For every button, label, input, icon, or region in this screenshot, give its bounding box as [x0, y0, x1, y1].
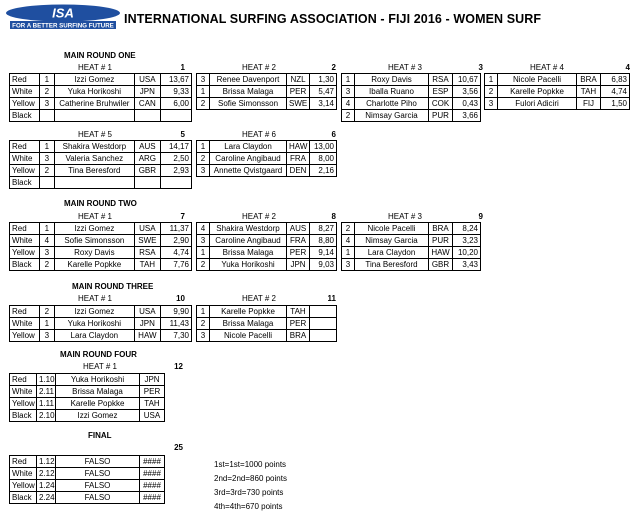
- surfer-name: Izzi Gomez: [56, 410, 140, 422]
- country: JPN: [135, 86, 161, 98]
- score: 9,90: [160, 306, 191, 318]
- country: ARG: [135, 153, 161, 165]
- table-row: [485, 86, 630, 98]
- table-row: [10, 480, 165, 492]
- surfer-name: Yuka Horikoshi: [210, 259, 287, 271]
- score: 3,43: [453, 259, 481, 271]
- isa-logo: [4, 4, 122, 30]
- points-legend-item: 2nd=2nd=860 points: [214, 474, 287, 483]
- table-row: [10, 165, 192, 177]
- country: PER: [287, 247, 310, 259]
- surfer-name: Valeria Sanchez: [54, 153, 134, 165]
- seed: 2: [485, 86, 498, 98]
- heat-title: HEAT # 2: [242, 212, 276, 221]
- score: 3,66: [453, 110, 481, 122]
- table-row: [10, 410, 165, 422]
- surfer-name: Nimsay Garcia: [355, 110, 429, 122]
- round-label-final: FINAL: [88, 431, 112, 440]
- country: BRA: [429, 223, 453, 235]
- seed: 4: [342, 98, 355, 110]
- country: PER: [140, 386, 165, 398]
- jersey-color: Yellow: [10, 330, 40, 342]
- seed: 1.11: [37, 398, 56, 410]
- table-row: [197, 330, 337, 342]
- surfer-name: Lara Claydon: [210, 141, 287, 153]
- table-row: [10, 110, 192, 122]
- seed: 2.24: [37, 492, 56, 504]
- table-row: [10, 456, 165, 468]
- seed: 1: [342, 74, 355, 86]
- country: FIJ: [577, 98, 601, 110]
- table-row: [10, 259, 192, 271]
- heat-table-r1-h2: [196, 73, 337, 110]
- seed: 2: [342, 110, 355, 122]
- country: PUR: [429, 110, 453, 122]
- heat-table-r1-h4: [484, 73, 630, 110]
- surfer-name: Iballa Ruano: [355, 86, 429, 98]
- table-row: [342, 259, 481, 271]
- country: USA: [140, 410, 165, 422]
- table-row: [10, 330, 192, 342]
- seed: 1: [40, 318, 55, 330]
- seed: 3: [342, 86, 355, 98]
- table-row: [10, 374, 165, 386]
- heat-table-r3-h1: [9, 305, 192, 342]
- round-label-three: MAIN ROUND THREE: [72, 282, 154, 291]
- country: ####: [140, 456, 165, 468]
- heat-title: HEAT # 2: [242, 294, 276, 303]
- seed: 1: [40, 141, 55, 153]
- heat-title: HEAT # 3: [388, 63, 422, 72]
- seed: 1: [40, 74, 55, 86]
- score: 13,67: [160, 74, 191, 86]
- heat-title: HEAT # 1: [78, 294, 112, 303]
- heat-title: HEAT # 3: [388, 212, 422, 221]
- points-legend-item: 3rd=3rd=730 points: [214, 488, 284, 497]
- jersey-color: Red: [10, 141, 40, 153]
- table-row: [342, 86, 481, 98]
- surfer-name: Brissa Malaga: [56, 386, 140, 398]
- surfer-name: Shakira Westdorp: [210, 223, 287, 235]
- heat-table-r1-h1: [9, 73, 192, 122]
- table-row: [197, 74, 337, 86]
- score: 5,47: [310, 86, 337, 98]
- table-row: [10, 235, 192, 247]
- score: [310, 330, 337, 342]
- country: GBR: [429, 259, 453, 271]
- table-row: [197, 165, 337, 177]
- seed: 2.10: [37, 410, 56, 422]
- seed: 1.24: [37, 480, 56, 492]
- score: 9,14: [310, 247, 337, 259]
- seed: 2: [40, 165, 55, 177]
- heat-number: 4: [625, 63, 630, 72]
- seed: 1.10: [37, 374, 56, 386]
- table-row: [197, 223, 337, 235]
- surfer-name: Charlotte Piho: [355, 98, 429, 110]
- logo-tagline: FOR A BETTER SURFING FUTURE: [12, 22, 114, 30]
- score: 0,43: [453, 98, 481, 110]
- score: 3,56: [453, 86, 481, 98]
- surfer-name: Izzi Gomez: [54, 223, 134, 235]
- heat-number: 11: [327, 294, 336, 303]
- seed: 1: [197, 141, 210, 153]
- surfer-name: Izzi Gomez: [54, 74, 134, 86]
- table-row: [342, 247, 481, 259]
- surfer-name: Izzi Gomez: [54, 306, 134, 318]
- heat-title: HEAT # 6: [242, 130, 276, 139]
- table-row: [197, 98, 337, 110]
- jersey-color: Red: [10, 74, 40, 86]
- jersey-color: White: [10, 235, 40, 247]
- surfer-name: Sofie Simonsson: [210, 98, 287, 110]
- score: 8,80: [310, 235, 337, 247]
- logo-text: ISA: [52, 5, 74, 21]
- seed: 1.12: [37, 456, 56, 468]
- country: ESP: [429, 86, 453, 98]
- heat-table-r4-h1: [9, 373, 165, 422]
- seed: 2: [40, 86, 55, 98]
- score: 2,93: [160, 165, 191, 177]
- country: NZL: [287, 74, 310, 86]
- table-row: [10, 492, 165, 504]
- surfer-name: FALSO: [56, 468, 140, 480]
- table-row: [10, 141, 192, 153]
- table-row: [197, 141, 337, 153]
- score: 8,00: [310, 153, 337, 165]
- round-label-one: MAIN ROUND ONE: [64, 51, 136, 60]
- seed: 3: [197, 330, 210, 342]
- table-row: [342, 74, 481, 86]
- table-row: [197, 259, 337, 271]
- seed: 1: [197, 306, 210, 318]
- country: RSA: [135, 247, 161, 259]
- seed: 2: [40, 306, 55, 318]
- table-row: [10, 247, 192, 259]
- jersey-color: Yellow: [10, 398, 37, 410]
- surfer-name: Caroline Angibaud: [210, 235, 287, 247]
- table-row: [197, 86, 337, 98]
- surfer-name: Sofie Simonsson: [54, 235, 134, 247]
- country: FRA: [287, 235, 310, 247]
- score: 3,14: [310, 98, 337, 110]
- surfer-name: Karelle Popkke: [56, 398, 140, 410]
- seed: 2.11: [37, 386, 56, 398]
- surfer-name: FALSO: [56, 492, 140, 504]
- country: HAW: [135, 330, 161, 342]
- seed: 1: [485, 74, 498, 86]
- country: HAW: [287, 141, 310, 153]
- country: COK: [429, 98, 453, 110]
- seed: 1: [197, 247, 210, 259]
- jersey-color: Black: [10, 410, 37, 422]
- heat-title: HEAT # 5: [78, 130, 112, 139]
- score: 6,83: [601, 74, 630, 86]
- table-row: [197, 153, 337, 165]
- score: 11,43: [160, 318, 191, 330]
- surfer-name: Shakira Westdorp: [54, 141, 134, 153]
- score: 4,74: [160, 247, 191, 259]
- score: 14,17: [160, 141, 191, 153]
- country: AUS: [135, 141, 161, 153]
- score: [310, 306, 337, 318]
- surfer-name: Yuka Horikoshi: [56, 374, 140, 386]
- surfer-name: Tina Beresford: [54, 165, 134, 177]
- country: ####: [140, 480, 165, 492]
- score: 4,74: [601, 86, 630, 98]
- country: PER: [287, 86, 310, 98]
- surfer-name: FALSO: [56, 480, 140, 492]
- jersey-color: White: [10, 86, 40, 98]
- score: 10,20: [453, 247, 481, 259]
- heat-number: 1: [180, 63, 185, 72]
- points-legend-item: 4th=4th=670 points: [214, 502, 283, 511]
- jersey-color: Yellow: [10, 480, 37, 492]
- table-row: [197, 306, 337, 318]
- country: PER: [287, 318, 310, 330]
- heat-title: HEAT # 4: [530, 63, 564, 72]
- seed: 3: [40, 330, 55, 342]
- table-row: [10, 398, 165, 410]
- heat-title: HEAT # 1: [78, 212, 112, 221]
- score: 3,23: [453, 235, 481, 247]
- table-row: [10, 153, 192, 165]
- seed: 2: [197, 98, 210, 110]
- jersey-color: Red: [10, 456, 37, 468]
- country: ####: [140, 468, 165, 480]
- country: RSA: [429, 74, 453, 86]
- table-row: [10, 74, 192, 86]
- score: 8,24: [453, 223, 481, 235]
- seed: 2: [197, 318, 210, 330]
- surfer-name: Brissa Malaga: [210, 318, 287, 330]
- country: USA: [135, 74, 161, 86]
- heat-number: 9: [478, 212, 483, 221]
- score: 6,00: [160, 98, 191, 110]
- score: 2,16: [310, 165, 337, 177]
- surfer-name: Nicole Pacelli: [498, 74, 577, 86]
- seed: 3: [342, 259, 355, 271]
- surfer-name: Brissa Malaga: [210, 247, 287, 259]
- jersey-color: Red: [10, 306, 40, 318]
- points-legend-item: 1st=1st=1000 points: [214, 460, 287, 469]
- seed: 1: [40, 223, 55, 235]
- table-row: [485, 74, 630, 86]
- country: FRA: [287, 153, 310, 165]
- seed: 3: [197, 165, 210, 177]
- heat-number: 5: [180, 130, 185, 139]
- heat-number: 12: [174, 362, 183, 371]
- score: 11,37: [160, 223, 191, 235]
- surfer-name: Lara Claydon: [355, 247, 429, 259]
- score: 2,90: [160, 235, 191, 247]
- surfer-name: Annette Qvistgaard: [210, 165, 287, 177]
- heat-number: 6: [331, 130, 336, 139]
- surfer-name: Karelle Popkke: [54, 259, 134, 271]
- heat-table-r1-h5: [9, 140, 192, 189]
- table-row: [10, 468, 165, 480]
- table-row: [342, 235, 481, 247]
- score: 8,27: [310, 223, 337, 235]
- score: 1,30: [310, 74, 337, 86]
- country: AUS: [287, 223, 310, 235]
- jersey-color: Black: [10, 259, 40, 271]
- table-row: [10, 86, 192, 98]
- surfer-name: Lara Claydon: [54, 330, 134, 342]
- country: USA: [135, 306, 161, 318]
- jersey-color: Red: [10, 374, 37, 386]
- seed: 2.12: [37, 468, 56, 480]
- surfer-name: Yuka Horikoshi: [54, 318, 134, 330]
- heat-title: HEAT # 1: [78, 63, 112, 72]
- seed: 1: [342, 247, 355, 259]
- heat-title: HEAT # 2: [242, 63, 276, 72]
- country: GBR: [135, 165, 161, 177]
- country: JPN: [140, 374, 165, 386]
- country: JPN: [135, 318, 161, 330]
- table-row: [10, 386, 165, 398]
- round-label-two: MAIN ROUND TWO: [64, 199, 137, 208]
- jersey-color: Red: [10, 223, 40, 235]
- country: SWE: [135, 235, 161, 247]
- table-row: [10, 318, 192, 330]
- heat-number: 8: [331, 212, 336, 221]
- score: 10,67: [453, 74, 481, 86]
- seed: 3: [485, 98, 498, 110]
- seed: 3: [40, 98, 55, 110]
- country: PUR: [429, 235, 453, 247]
- surfer-name: Roxy Davis: [54, 247, 134, 259]
- heat-table-r2-h1: [9, 222, 192, 271]
- round-label-four: MAIN ROUND FOUR: [60, 350, 137, 359]
- table-row: [197, 318, 337, 330]
- jersey-color: Yellow: [10, 98, 40, 110]
- heat-number: 7: [180, 212, 185, 221]
- seed: 2: [197, 153, 210, 165]
- heat-title: HEAT # 1: [83, 362, 117, 371]
- score: [310, 318, 337, 330]
- country: BRA: [577, 74, 601, 86]
- surfer-name: Fulori Adiciri: [498, 98, 577, 110]
- score: 2,50: [160, 153, 191, 165]
- country: SWE: [287, 98, 310, 110]
- table-row: [197, 247, 337, 259]
- table-row: [485, 98, 630, 110]
- surfer-name: Caroline Angibaud: [210, 153, 287, 165]
- jersey-color: White: [10, 468, 37, 480]
- country: TAH: [287, 306, 310, 318]
- heat-table-r3-h2: [196, 305, 337, 342]
- jersey-color: Yellow: [10, 165, 40, 177]
- heat-number: 25: [174, 443, 183, 452]
- heat-table-r2-h2: [196, 222, 337, 271]
- country: CAN: [135, 98, 161, 110]
- country: TAH: [135, 259, 161, 271]
- page-title: INTERNATIONAL SURFING ASSOCIATION - FIJI 2016 - WOMEN SURF: [124, 12, 542, 26]
- table-row: [342, 223, 481, 235]
- score: 13,00: [310, 141, 337, 153]
- country: USA: [135, 223, 161, 235]
- heat-number: 2: [331, 63, 336, 72]
- jersey-color: White: [10, 386, 37, 398]
- table-row: [10, 98, 192, 110]
- heat-table-r1-h6: [196, 140, 337, 177]
- score: 7,30: [160, 330, 191, 342]
- table-row: [342, 110, 481, 122]
- table-row: [342, 98, 481, 110]
- score: 7,76: [160, 259, 191, 271]
- seed: 3: [40, 153, 55, 165]
- seed: 4: [197, 223, 210, 235]
- surfer-name: Renee Davenport: [210, 74, 287, 86]
- seed: 3: [197, 235, 210, 247]
- surfer-name: Tina Beresford: [355, 259, 429, 271]
- jersey-color: Black: [10, 177, 40, 189]
- score: 1,50: [601, 98, 630, 110]
- heat-table-r2-h3: [341, 222, 481, 271]
- surfer-name: Roxy Davis: [355, 74, 429, 86]
- jersey-color: Black: [10, 492, 37, 504]
- score: 9,03: [310, 259, 337, 271]
- table-row: [10, 306, 192, 318]
- surfer-name: Nicole Pacelli: [355, 223, 429, 235]
- surfer-name: Nimsay Garcia: [355, 235, 429, 247]
- country: DEN: [287, 165, 310, 177]
- surfer-name: Karelle Popkke: [210, 306, 287, 318]
- jersey-color: White: [10, 318, 40, 330]
- score: 9,33: [160, 86, 191, 98]
- heat-table-final: [9, 455, 165, 504]
- jersey-color: Yellow: [10, 247, 40, 259]
- heat-number: 3: [478, 63, 483, 72]
- seed: 4: [40, 235, 55, 247]
- seed: 4: [342, 235, 355, 247]
- table-row: [197, 235, 337, 247]
- table-row: [10, 223, 192, 235]
- jersey-color: White: [10, 153, 40, 165]
- seed: 3: [40, 247, 55, 259]
- table-row: [10, 177, 192, 189]
- seed: 3: [197, 74, 210, 86]
- country: TAH: [140, 398, 165, 410]
- country: JPN: [287, 259, 310, 271]
- surfer-name: FALSO: [56, 456, 140, 468]
- country: TAH: [577, 86, 601, 98]
- seed: 2: [342, 223, 355, 235]
- surfer-name: Yuka Horikoshi: [54, 86, 134, 98]
- jersey-color: Black: [10, 110, 40, 122]
- seed: 1: [197, 86, 210, 98]
- surfer-name: Karelle Popkke: [498, 86, 577, 98]
- surfer-name: Brissa Malaga: [210, 86, 287, 98]
- surfer-name: Nicole Pacelli: [210, 330, 287, 342]
- country: HAW: [429, 247, 453, 259]
- country: ####: [140, 492, 165, 504]
- heat-table-r1-h3: [341, 73, 481, 122]
- seed: 2: [40, 259, 55, 271]
- seed: 2: [197, 259, 210, 271]
- country: BRA: [287, 330, 310, 342]
- heat-number: 10: [176, 294, 185, 303]
- surfer-name: Catherine Bruhwiler: [54, 98, 134, 110]
